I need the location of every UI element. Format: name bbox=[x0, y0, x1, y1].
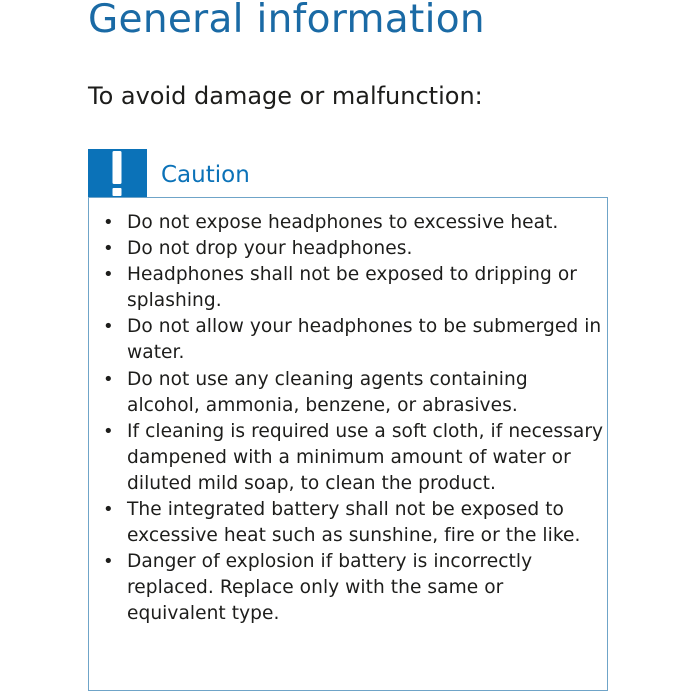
bullet-icon: • bbox=[103, 316, 114, 338]
caution-icon-box bbox=[88, 149, 147, 198]
caution-item bbox=[101, 367, 606, 419]
caution-item-text: Do not drop your headphones. bbox=[127, 238, 413, 260]
bullet-icon: • bbox=[103, 499, 114, 521]
caution-item-text: Danger of explosion if battery is incorrectly replaced. Replace only with the same or equivalent type. bbox=[127, 551, 533, 625]
bullet-icon: • bbox=[103, 264, 114, 286]
caution-item bbox=[101, 419, 606, 497]
bullet-icon: • bbox=[103, 420, 114, 442]
bullet-icon: • bbox=[103, 212, 114, 233]
exclamation-icon bbox=[88, 149, 147, 198]
caution-item-text: Headphones shall not be exposed to dripping or splashing. bbox=[127, 264, 577, 312]
caution-heading: Caution bbox=[161, 162, 250, 188]
caution-item-text: The integrated battery shall not be exposed to excessive heat such as sunshine, fire or the like. bbox=[127, 499, 581, 547]
caution-item bbox=[101, 497, 606, 549]
caution-item-text: Do not allow your headphones to be submerged in water. bbox=[127, 316, 602, 364]
caution-item bbox=[101, 236, 606, 262]
caution-item bbox=[101, 210, 606, 236]
caution-item bbox=[101, 549, 606, 627]
caution-item-text: If cleaning is required use a soft cloth, if necessary dampened with a minimum amount of water or diluted mild soap, to clean the product. bbox=[127, 420, 604, 494]
caution-item-text: Do not use any cleaning agents containing alcohol, ammonia, benzene, or abrasives. bbox=[127, 368, 528, 416]
page-title: General information bbox=[88, 0, 485, 42]
caution-item bbox=[101, 262, 606, 314]
bullet-icon: • bbox=[103, 368, 114, 390]
intro-text: To avoid damage or malfunction: bbox=[88, 82, 483, 110]
bullet-icon: • bbox=[103, 238, 114, 260]
caution-item-text: Do not expose headphones to excessive heat. bbox=[127, 212, 559, 233]
bullet-icon: • bbox=[103, 551, 114, 573]
caution-item bbox=[101, 314, 606, 366]
caution-list bbox=[101, 210, 606, 628]
